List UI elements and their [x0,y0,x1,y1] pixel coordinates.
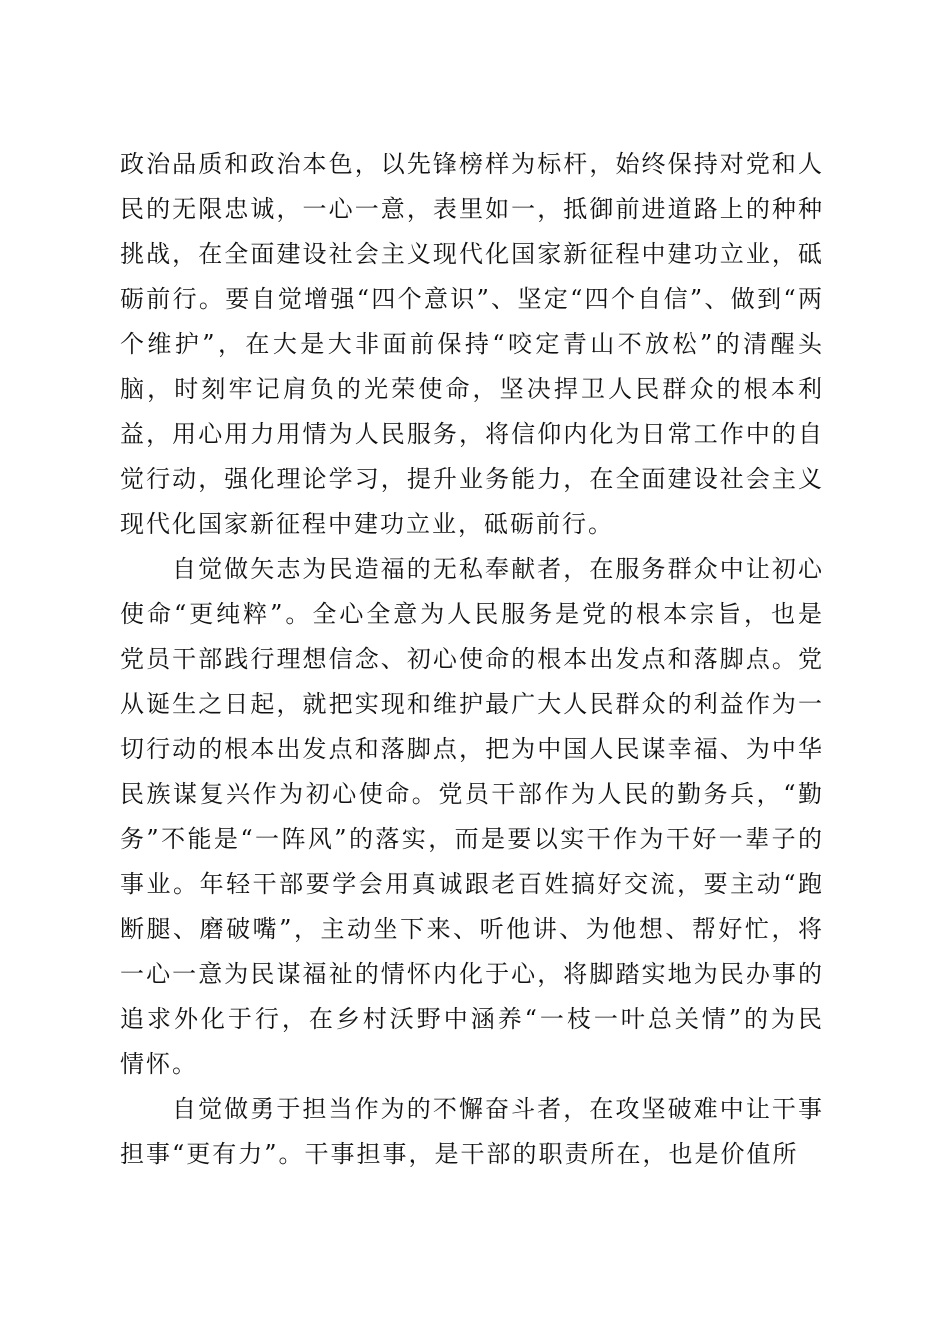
paragraph-taking-responsibility: 自觉做勇于担当作为的不懈奋斗者，在攻坚破难中让干事担事“更有力”。干事担事，是干部的职责所在，也是价值所 [120,1095,824,1168]
document-body [120,142,824,1177]
paragraph-selfless-dedication: 自觉做矢志为民造福的无私奉献者，在服务群众中让初心使命“更纯粹”。全心全意为人民服务是党的根本宗旨，也是党员干部践行理想信念、初心使命的根本出发点和落脚点。党从诞生之日起，就把实现和维护最广大人民群众的利益作为一切行动的根本出发点和落脚点，把为中国人民谋幸福、为中华民族谋复兴作为初心使命。党员干部作为人民的勤务兵，“勤务”不能是“一阵风”的落实，而是要以实干作为干好一辈子的事业。年轻干部要学会用真诚跟老百姓搞好交流，要主动“跑断腿、磨破嘴”，主动坐下来、听他讲、为他想、帮好忙，将一心一意为民谋福祉的情怀内化于心，将脚踏实地为民办事的追求外化于行，在乡村沃野中涵养“一枝一叶总关情”的为民情怀。 [120,555,824,1078]
paragraph-continuation: 政治品质和政治本色，以先锋榜样为标杆，始终保持对党和人民的无限忠诚，一心一意，表里如一，抵御前进道路上的种种挑战，在全面建设社会主义现代化国家新征程中建功立业，砥砺前行。要自觉增强“四个意识”、坚定“四个自信”、做到“两个维护”，在大是大非面前保持“咬定青山不放松”的清醒头脑，时刻牢记肩负的光荣使命，坚决捍卫人民群众的根本利益，用心用力用情为人民服务，将信仰内化为日常工作中的自觉行动，强化理论学习，提升业务能力，在全面建设社会主义现代化国家新征程中建功立业，砥砺前行。 [120,150,824,538]
